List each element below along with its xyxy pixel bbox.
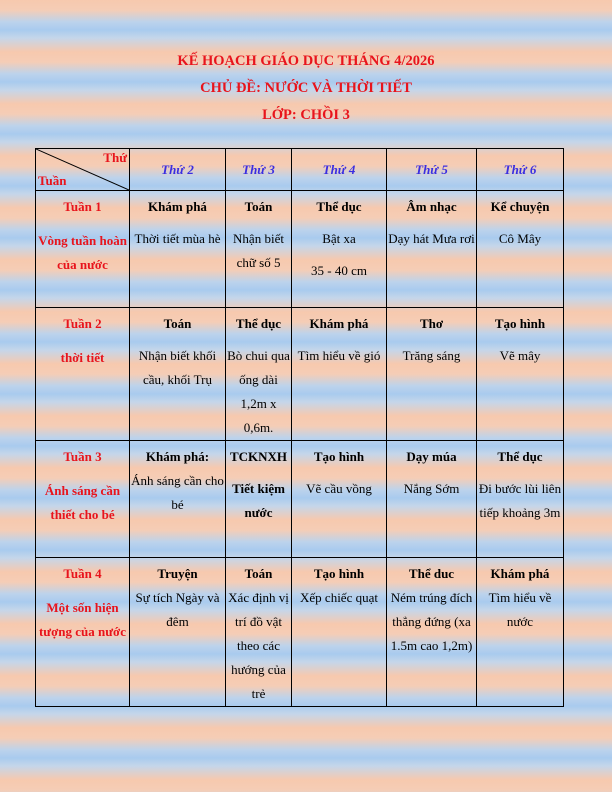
activity-cell [292, 441, 387, 558]
day-header: Thứ 4 [292, 149, 387, 191]
subject-label: Kể chuyện [490, 199, 550, 214]
week-cell [36, 191, 130, 308]
header-row [36, 149, 564, 191]
activity-text: Vẽ cầu vồng [306, 481, 372, 496]
day-header: Thứ 5 [387, 149, 477, 191]
activity-cell [477, 441, 564, 558]
week-row [36, 191, 564, 308]
subject-label: Thể dục [497, 449, 543, 464]
activity-cell [226, 441, 292, 558]
week-label: Tuần 2 [63, 316, 102, 331]
plan-theme: CHỦ ĐỀ: NƯỚC VÀ THỜI TIẾT [200, 80, 412, 96]
activity-text: Xác định vị trí đồ vật theo các hướng của trẻ [228, 590, 289, 701]
week-cell [36, 558, 130, 707]
header [0, 48, 612, 129]
activity-cell [130, 558, 226, 707]
corner-week-label: Tuần [38, 173, 67, 188]
week-cell [36, 308, 130, 441]
activity-cell [226, 558, 292, 707]
day-header: Thứ 2 [130, 149, 226, 191]
plan-title: KẾ HOẠCH GIÁO DỤC THÁNG 4/2026 [177, 53, 435, 69]
subject-label: Thể dục [235, 316, 282, 331]
week-topic: thời tiết [60, 350, 105, 365]
activity-cell [477, 191, 564, 308]
week-row [36, 441, 564, 558]
subject-label: Truyện [157, 566, 198, 581]
subject-label: Toán [163, 316, 192, 331]
activity-text: Nhận biết chữ số 5 [233, 231, 284, 270]
subject-label: Khám phá [490, 566, 550, 581]
activity-text: Ném trúng đích thẳng đứng (xa 1.5m cao 1,2m) [390, 590, 473, 653]
activity-cell [292, 558, 387, 707]
subject-label: Khám phá: [145, 449, 210, 464]
activity-cell [292, 191, 387, 308]
activity-text: Bật xa [322, 231, 356, 246]
activity-cell [387, 558, 477, 707]
week-label: Tuần 4 [63, 566, 102, 581]
activity-cell [292, 308, 387, 441]
week-topic: Vòng tuần hoàn của nước [38, 233, 127, 272]
activity-cell [226, 308, 292, 441]
subject-label: Dạy múa [406, 449, 457, 464]
subject-label: Thơ [419, 316, 444, 331]
activity-cell [130, 191, 226, 308]
activity-text: Ánh sáng cần cho bé [131, 473, 224, 512]
activity-cell [387, 308, 477, 441]
day-header: Thứ 6 [477, 149, 564, 191]
activity-text: Sự tích Ngày và đêm [135, 590, 220, 629]
subject-label: Tạo hình [313, 449, 365, 464]
subject-label: Thể duc [408, 566, 455, 581]
activity-text: Bò chui qua ống dài 1,2m x 0,6m. [227, 348, 290, 435]
activity-text: Nắng Sớm [403, 481, 460, 496]
subject-label: Khám phá [309, 316, 369, 331]
activity-text-2: 35 - 40 cm [311, 263, 367, 278]
subject-label: Toán [244, 566, 273, 581]
activity-text: Tiết kiệm nước [232, 481, 285, 520]
activity-text: Tìm hiểu về gió [297, 348, 381, 363]
activity-text: Đi bước lùi liên tiếp khoảng 3m [478, 481, 562, 520]
week-label: Tuần 1 [63, 199, 102, 214]
activity-text: Xếp chiếc quạt [300, 590, 378, 605]
week-row [36, 308, 564, 441]
activity-cell [477, 558, 564, 707]
activity-cell [226, 191, 292, 308]
subject-label: Âm nhạc [406, 199, 457, 214]
lesson-plan-table [35, 148, 564, 707]
activity-text: Trăng sáng [402, 348, 461, 363]
activity-cell [387, 191, 477, 308]
corner-day-label: Thứ [103, 150, 127, 165]
week-row [36, 558, 564, 707]
subject-label: Toán [244, 199, 273, 214]
plan-class: LỚP: CHỒI 3 [262, 107, 350, 123]
week-topic: Một sốn hiện tượng của nước [38, 600, 127, 639]
week-cell [36, 441, 130, 558]
activity-text: Thời tiết mùa hè [134, 231, 221, 246]
subject-label: Tạo hình [313, 566, 365, 581]
day-header: Thứ 3 [226, 149, 292, 191]
subject-label: TCKNXH [229, 449, 288, 464]
activity-text: Tìm hiểu về nước [488, 590, 552, 629]
activity-cell [477, 308, 564, 441]
activity-cell [130, 441, 226, 558]
subject-label: Tạo hình [494, 316, 546, 331]
activity-cell [387, 441, 477, 558]
activity-cell [130, 308, 226, 441]
activity-text: Dạy hát Mưa rơi [388, 231, 475, 246]
week-label: Tuần 3 [63, 449, 102, 464]
subject-label: Thể dục [316, 199, 362, 214]
subject-label: Khám phá [148, 199, 207, 214]
activity-text: Cô Mây [498, 231, 542, 246]
activity-text: Vẽ mây [499, 348, 541, 363]
week-topic: Ánh sáng cần thiết cho bé [44, 483, 121, 522]
activity-text: Nhận biết khối cầu, khối Trụ [138, 348, 217, 387]
corner-cell [36, 149, 130, 191]
